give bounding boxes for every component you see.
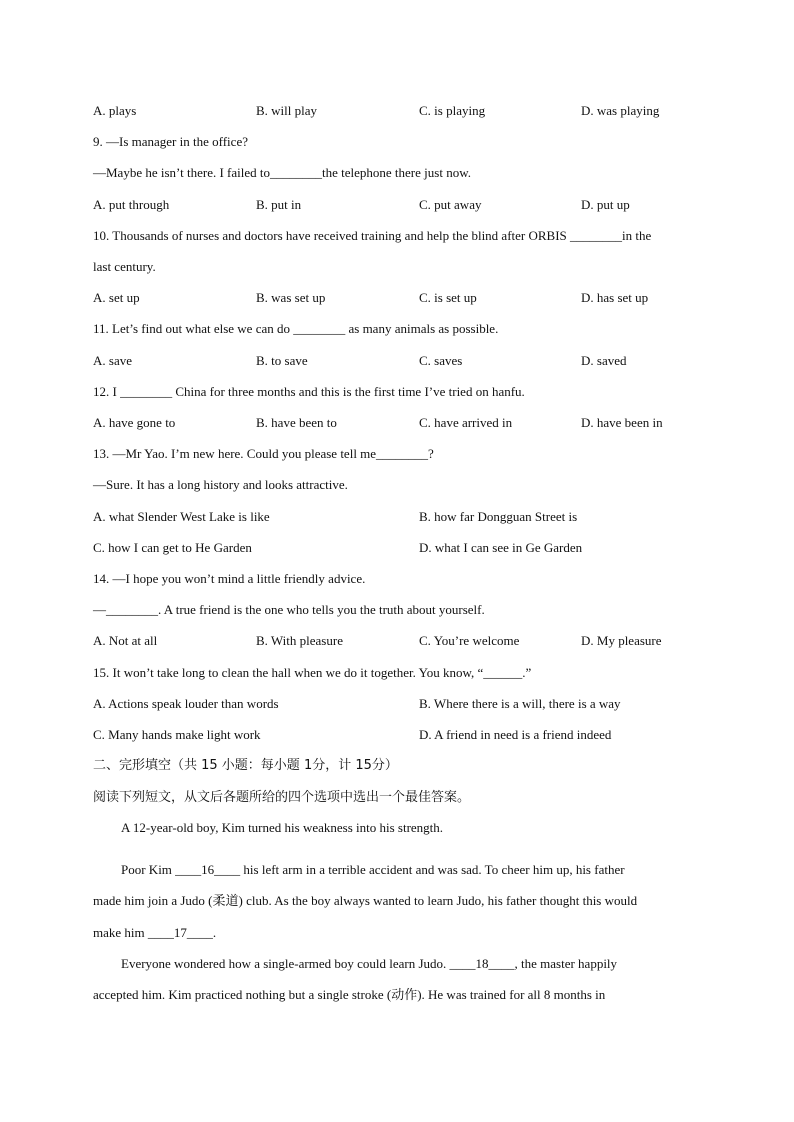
- passage-line: A 12-year-old boy, Kim turned his weakness into his strength.: [121, 820, 444, 835]
- q15-question: 15. It won’t take long to clean the hall when we do it together. You know, “______.”: [93, 665, 532, 680]
- section-heading: 二、完形填空（共 15 小题：每小题 1分，计 15分）: [93, 758, 398, 773]
- q14-question: 14. —I hope you won’t mind a little friendly advice.: [93, 571, 366, 586]
- q14-option-c: C. You’re welcome: [419, 633, 520, 648]
- q14-option-a: A. Not at all: [93, 633, 158, 648]
- q12-question: 12. I ________ China for three months and this is the first time I’ve tried on hanfu.: [93, 384, 525, 399]
- q11-question: 11. Let’s find out what else we can do ________ as many animals as possible.: [93, 321, 499, 336]
- q9-option-d: D. put up: [581, 197, 630, 212]
- q10-question-continued: last century.: [93, 259, 156, 274]
- passage-line: Everyone wondered how a single-armed boy could learn Judo. ____18____, the master happily: [121, 956, 618, 971]
- q14-option-d: D. My pleasure: [581, 633, 662, 648]
- q9-option-c: C. put away: [419, 197, 482, 212]
- q9-question: 9. —Is manager in the office?: [93, 134, 248, 149]
- q11-option-c: C. saves: [419, 353, 463, 368]
- q11-option-b: B. to save: [256, 353, 308, 368]
- q13-option-b: B. how far Dongguan Street is: [419, 509, 578, 524]
- q12-option-a: A. have gone to: [93, 415, 176, 430]
- q14-option-b: B. With pleasure: [256, 633, 343, 648]
- q15-option-a: A. Actions speak louder than words: [93, 696, 279, 711]
- q12-option-c: C. have arrived in: [419, 415, 513, 430]
- q10-option-c: C. is set up: [419, 290, 477, 305]
- q8-option-a: A. plays: [93, 103, 137, 118]
- q12-option-b: B. have been to: [256, 415, 337, 430]
- q12-option-d: D. have been in: [581, 415, 663, 430]
- q15-option-c: C. Many hands make light work: [93, 727, 261, 742]
- q10-option-d: D. has set up: [581, 290, 649, 305]
- passage-line: made him join a Judo (柔道) club. As the boy always wanted to learn Judo, his father thought this would: [93, 893, 638, 908]
- q13-option-c: C. how I can get to He Garden: [93, 540, 252, 555]
- passage-line: make him ____17____.: [93, 925, 217, 940]
- q13-dialogue-line: —Sure. It has a long history and looks attractive.: [93, 477, 348, 492]
- q8-option-d: D. was playing: [581, 103, 660, 118]
- q9-dialogue-line: —Maybe he isn’t there. I failed to________the telephone there just now.: [93, 165, 471, 180]
- q8-option-c: C. is playing: [419, 103, 486, 118]
- section-instruction: 阅读下列短文，从文后各题所给的四个选项中选出一个最佳答案。: [93, 790, 471, 805]
- q10-question: 10. Thousands of nurses and doctors have received training and help the blind after ORBIS ________in the: [93, 228, 652, 243]
- q10-option-a: A. set up: [93, 290, 140, 305]
- q9-option-b: B. put in: [256, 197, 302, 212]
- q11-option-a: A. save: [93, 353, 132, 368]
- q15-option-b: B. Where there is a will, there is a way: [419, 696, 621, 711]
- q8-option-b: B. will play: [256, 103, 318, 118]
- q13-option-d: D. what I can see in Ge Garden: [419, 540, 583, 555]
- q9-option-a: A. put through: [93, 197, 170, 212]
- passage-line: accepted him. Kim practiced nothing but a single stroke (动作). He was trained for all 8 months in: [93, 987, 606, 1002]
- q10-option-b: B. was set up: [256, 290, 326, 305]
- q14-dialogue-line: —________. A true friend is the one who tells you the truth about yourself.: [93, 602, 485, 617]
- q15-option-d: D. A friend in need is a friend indeed: [419, 727, 612, 742]
- q11-option-d: D. saved: [581, 353, 627, 368]
- q13-option-a: A. what Slender West Lake is like: [93, 509, 270, 524]
- passage-line: Poor Kim ____16____ his left arm in a terrible accident and was sad. To cheer him up, his father: [121, 862, 625, 877]
- q13-question: 13. —Mr Yao. I’m new here. Could you please tell me________?: [93, 446, 434, 461]
